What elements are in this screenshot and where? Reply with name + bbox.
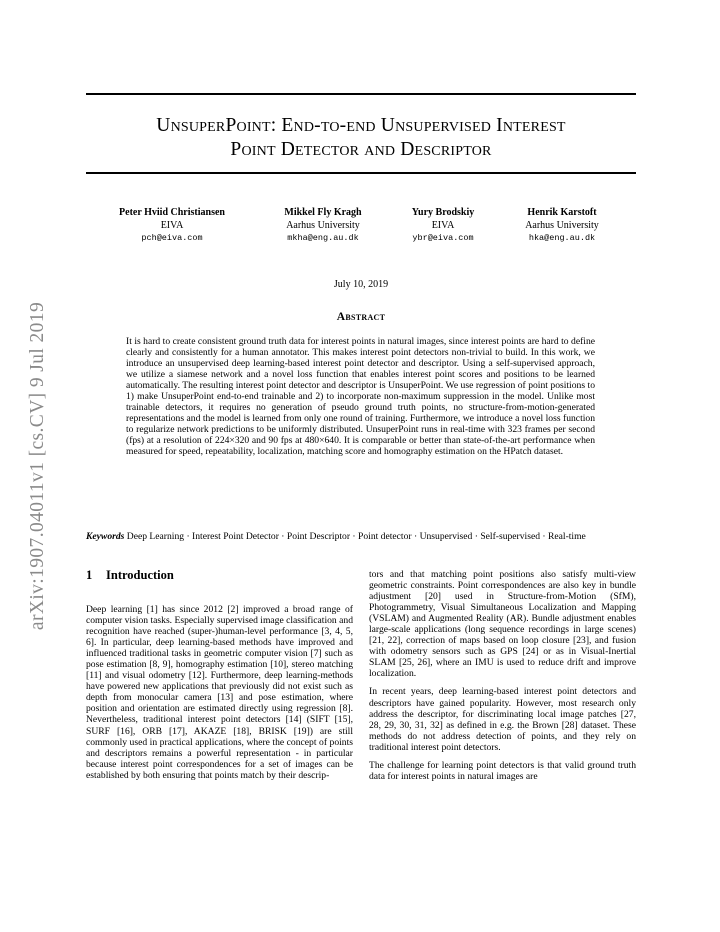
author-email[interactable]: ybr@eiva.com <box>412 233 474 243</box>
paragraph: Deep learning [1] has since 2012 [2] improved a broad range of computer vision tasks. Especially supervised image classification and recognition have reached (super-)human-level performance [3, 4, 5, 6]. In particular, deep learning-based methods have improved and influenced traditional tasks in geometric computer vision [7] such as pose estimation [8, 9], homography estimation [10], stereo matching [11] and visual odometry [12]. Furthermore, deep learning-methods have powered new applications that previously did not exist such as depth from monocular camera [13] and pose estimation, where position and orientation are estimated directly using regression [8]. Nevertheless, traditional interest point detectors [14] (SIFT [15], SURF [16], ORB [17], AKAZE [18], BRISK [19]) are still commonly used in practical applications, where the concept of points and descriptors remains a powerful representation - in particular because interest point correspondences for a set of images can be established by both ensuring that points match by their descrip- <box>86 604 353 781</box>
publication-date: July 10, 2019 <box>333 279 389 290</box>
author-affiliation: Aarhus University <box>525 219 599 231</box>
author-affiliation: EIVA <box>431 219 455 231</box>
author-1 <box>102 207 242 245</box>
author-name: Yury Brodskiy <box>411 207 475 218</box>
author-2 <box>258 207 388 245</box>
left-column <box>86 604 353 788</box>
arxiv-identifier-text: arXiv:1907.04011v1 [cs.CV] 9 Jul 2019 <box>27 301 48 631</box>
abstract-heading: Abstract <box>336 311 386 323</box>
author-email[interactable]: mkha@eng.au.dk <box>287 233 359 243</box>
author-affiliation: EIVA <box>160 219 184 231</box>
keywords <box>86 531 636 542</box>
keywords-text: Deep Learning · Interest Point Detector · Point Descriptor · Point detector · Unsupervised · Self-supervised · Real-time <box>126 531 586 542</box>
keywords-label: Keywords <box>86 531 125 542</box>
section-title: Introduction <box>106 568 174 582</box>
author-email[interactable]: pch@eiva.com <box>141 233 203 243</box>
section-number: 1 <box>86 568 93 582</box>
title-line-1: UnsuperPoint: End-to-end Unsupervised Interest <box>156 115 566 136</box>
author-email[interactable]: hka@eng.au.dk <box>528 233 596 243</box>
author-3 <box>388 207 498 245</box>
title-line-2: Point Detector and Descriptor <box>230 139 492 160</box>
author-name: Peter Hviid Christiansen <box>119 207 225 218</box>
title-top-rule <box>86 93 636 95</box>
abstract-text: It is hard to create consistent ground truth data for interest points in natural images, since interest points are hard to define clearly and consistently for a human annotator. This makes interest point detectors non-trivial to build. In this work, we introduce an unsupervised deep learning-based interest point detector and descriptor. Using a self-supervised approach, we utilize a siamese network and a novel loss function that enables interest point scores and positions to be learned automatically. The resulting interest point detector and descriptor is UnsuperPoint. We use regression of point positions to 1) make UnsuperPoint end-to-end trainable and 2) to incorporate non-maximum suppression in the model. Unlike most trainable detectors, it requires no generation of pseudo ground truth points, no structure-from-motion-generated representations and the model is learned from only one round of training. Furthermore, we introduce a novel loss function to regularize network predictions to be uniformly distributed. UnsuperPoint runs in real-time with 323 frames per second (fps) at a resolution of 224×320 and 90 fps at 480×640. It is comparable or better than state-of-the-art performance when measured for speed, repeatability, localization, matching score and homography estimation on the HPatch dataset. <box>126 336 595 458</box>
paragraph: tors and that matching point positions also satisfy multi-view geometric constraints. Point correspondences are also key in bundle adjustment [20] used in Structure-from-Motion (SfM), Photogrammetry, Visual Simultaneous Localization and Mapping (VSLAM) and Augmented Reality (AR). Bundle adjustment enables large-scale applications (long sequence recordings in large scenes) [21, 22], correction of maps based on loop closure [23], and fusion with odometry sensors such as GPS [24] or as in Visual-Inertial SLAM [25, 26], where an IMU is used to reduce drift and improve localization. <box>369 569 636 680</box>
author-affiliation: Aarhus University <box>286 219 360 231</box>
author-4 <box>502 207 622 245</box>
paper-title <box>86 114 636 162</box>
paragraph: In recent years, deep learning-based interest point detectors and descriptors have gained popularity. However, most research only address the descriptor, for discriminating local image patches [27, 28, 29, 30, 31, 32] as defined in e.g. the Brown [28] dataset. These methods do not address detection of points, and they rely on traditional interest point detectors. <box>369 686 636 753</box>
section-heading <box>86 568 174 583</box>
author-name: Mikkel Fly Kragh <box>284 207 362 218</box>
title-bottom-rule <box>86 172 636 174</box>
author-name: Henrik Karstoft <box>527 207 597 218</box>
paragraph: The challenge for learning point detectors is that valid ground truth data for interest points in natural images are <box>369 759 636 782</box>
right-column <box>369 569 636 789</box>
